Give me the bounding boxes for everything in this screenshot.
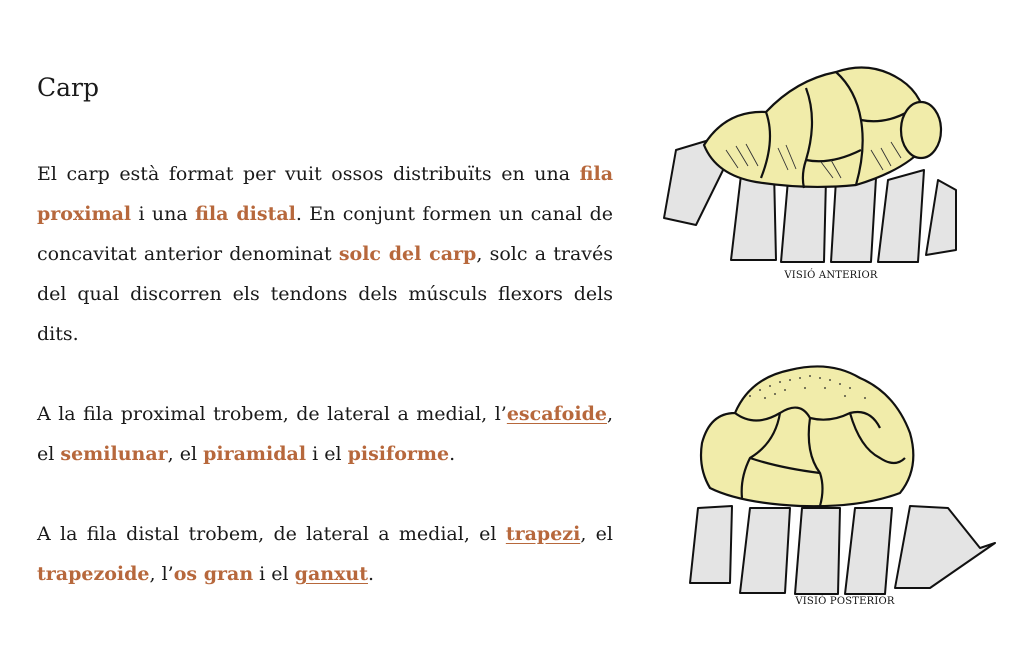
keyword-fila-proximal: fila proximal [37, 163, 613, 225]
text-run: El carp està format per vuit ossos distribuïts en una [37, 163, 580, 185]
paragraph-carp-overview [37, 154, 613, 354]
text-run: i el [253, 563, 295, 585]
text-run: , el [37, 403, 613, 465]
paragraph-distal-row [37, 514, 613, 594]
figure-posterior-view [680, 358, 1010, 607]
caption-anterior: VISIÓ ANTERIOR [784, 270, 878, 281]
keyword-os-gran: os gran [173, 563, 254, 585]
text-column [37, 68, 613, 594]
carpal-posterior-illustration [680, 358, 1010, 596]
text-run: i el [306, 443, 348, 465]
text-run: , solc a través del qual discorren els tendons dels músculs flexors dels dits. [37, 243, 613, 345]
caption-posterior: VISIÓ POSTERIOR [795, 596, 895, 607]
text-run: i una [131, 203, 196, 225]
link-escafoide[interactable]: escafoide [506, 403, 607, 425]
text-run: , l’ [149, 563, 174, 585]
keyword-piramidal: piramidal [203, 443, 307, 465]
text-run: A la fila distal trobem, de lateral a medial, el [37, 523, 506, 545]
text-run: . [449, 443, 456, 465]
keyword-solc-del-carp: solc del carp [338, 243, 477, 265]
text-run: . En conjunt formen un canal de concavitat anterior denominat [37, 203, 613, 265]
figure-anterior-view [656, 50, 1006, 281]
text-run: , el [580, 523, 613, 545]
keyword-trapezoide: trapezoide [37, 563, 150, 585]
text-run: , el [167, 443, 204, 465]
paragraph-proximal-row [37, 394, 613, 474]
keyword-semilunar: semilunar [60, 443, 168, 465]
keyword-fila-distal: fila distal [195, 203, 296, 225]
link-ganxut[interactable]: ganxut [294, 563, 368, 585]
text-run: . [368, 563, 375, 585]
text-run: A la fila proximal trobem, de lateral a medial, l’ [37, 403, 507, 425]
carpal-anterior-illustration [656, 50, 1006, 270]
page-title: Carp [37, 73, 99, 102]
keyword-pisiforme: pisiforme [347, 443, 450, 465]
link-trapezi[interactable]: trapezi [505, 523, 581, 545]
